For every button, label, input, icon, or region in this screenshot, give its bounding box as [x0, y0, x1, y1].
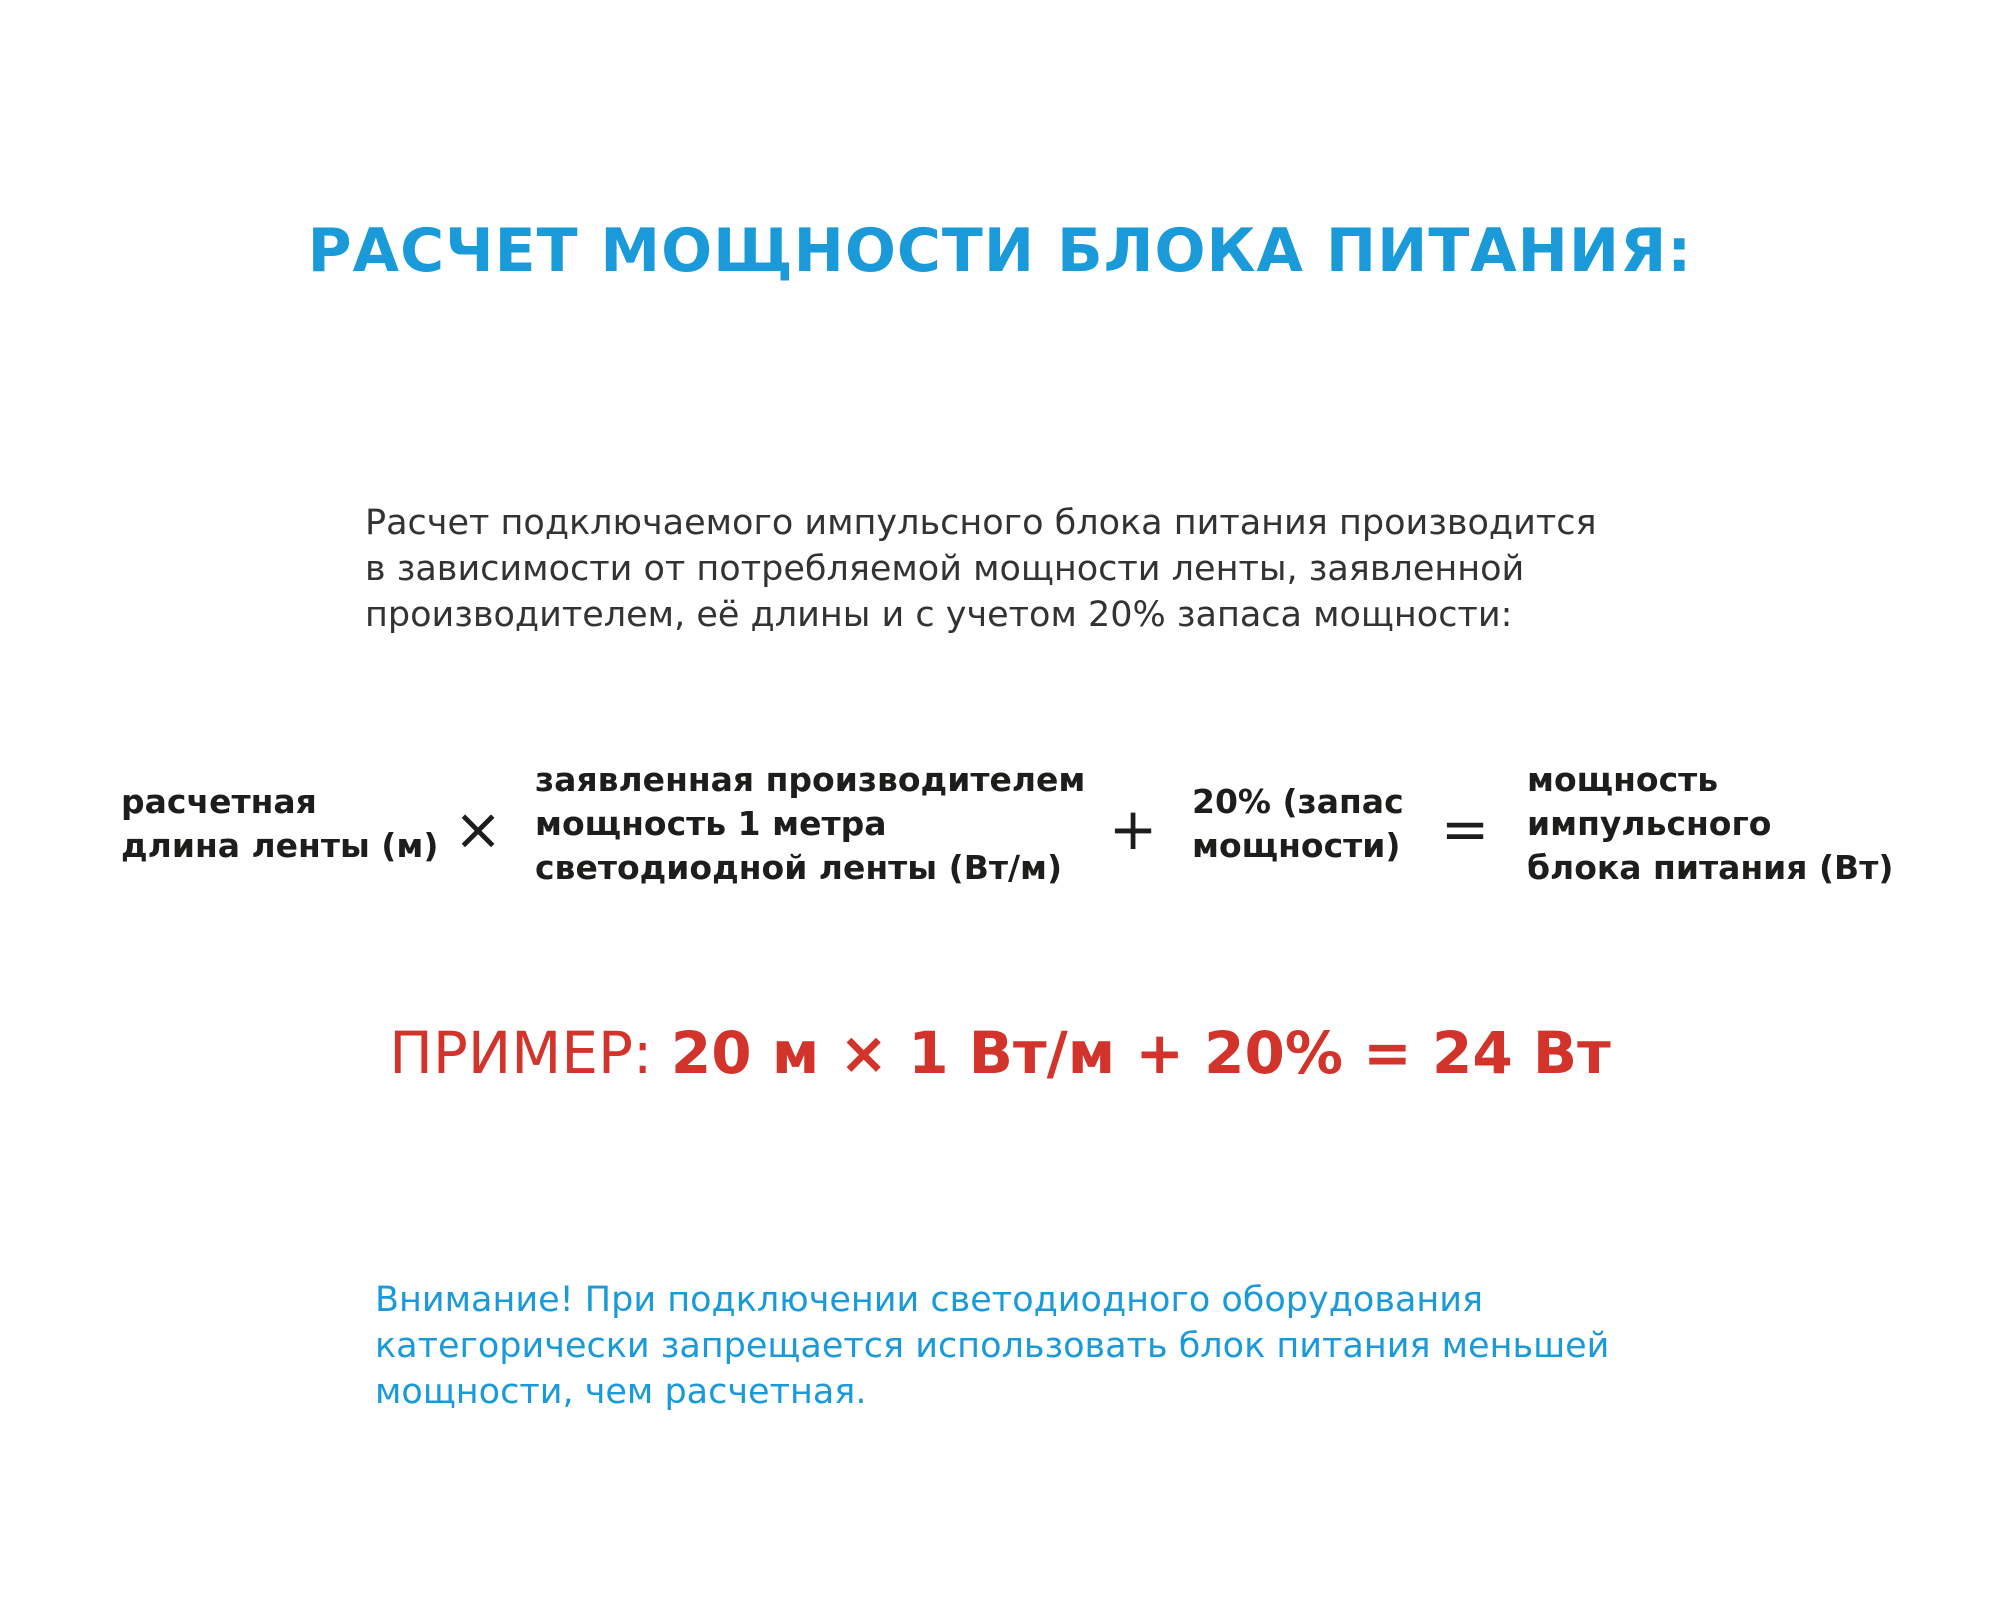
formula-term-power-per-meter: [535, 758, 1085, 890]
formula-term-strip-length: [121, 780, 438, 868]
example-value: 20 м × 1 Вт/м + 20% = 24 Вт: [670, 1019, 1611, 1087]
warning-line: мощности, чем расчетная.: [375, 1372, 867, 1412]
warning-line: категорически запрещается использовать блок питания меньшей: [375, 1326, 1610, 1366]
multiply-operator: ×: [453, 795, 503, 863]
formula-term-line: импульсного: [1527, 804, 1772, 843]
formula-term-line: блока питания (Вт): [1527, 848, 1894, 887]
formula-term-line: длина ленты (м): [121, 826, 439, 865]
formula-term-result: [1527, 758, 1893, 890]
warning-line: Внимание! При подключении светодиодного оборудования: [375, 1280, 1484, 1320]
example-calculation: [0, 1018, 2000, 1088]
intro-line: Расчет подключаемого импульсного блока питания производится: [365, 503, 1597, 543]
formula-term-line: мощность: [1527, 760, 1719, 799]
formula-term-line: мощность 1 метра: [535, 804, 887, 843]
intro-line: в зависимости от потребляемой мощности ленты, заявленной: [365, 549, 1525, 589]
formula-term-line: мощности): [1192, 826, 1401, 865]
formula-term-line: 20% (запас: [1192, 782, 1404, 821]
warning-note: [375, 1277, 1775, 1415]
intro-line: производителем, её длины и с учетом 20% запаса мощности:: [365, 595, 1513, 635]
plus-operator: +: [1108, 795, 1158, 863]
example-label: ПРИМЕР:: [389, 1019, 671, 1087]
formula-term-power-reserve: [1192, 780, 1404, 868]
intro-paragraph: [365, 500, 1765, 638]
page-title: РАСЧЕТ МОЩНОСТИ БЛОКА ПИТАНИЯ:: [307, 216, 1693, 286]
equals-operator: =: [1440, 795, 1490, 863]
power-formula: [0, 755, 2000, 905]
formula-term-line: светодиодной ленты (Вт/м): [535, 848, 1063, 887]
formula-term-line: заявленная производителем: [535, 760, 1086, 799]
formula-term-line: расчетная: [121, 782, 317, 821]
